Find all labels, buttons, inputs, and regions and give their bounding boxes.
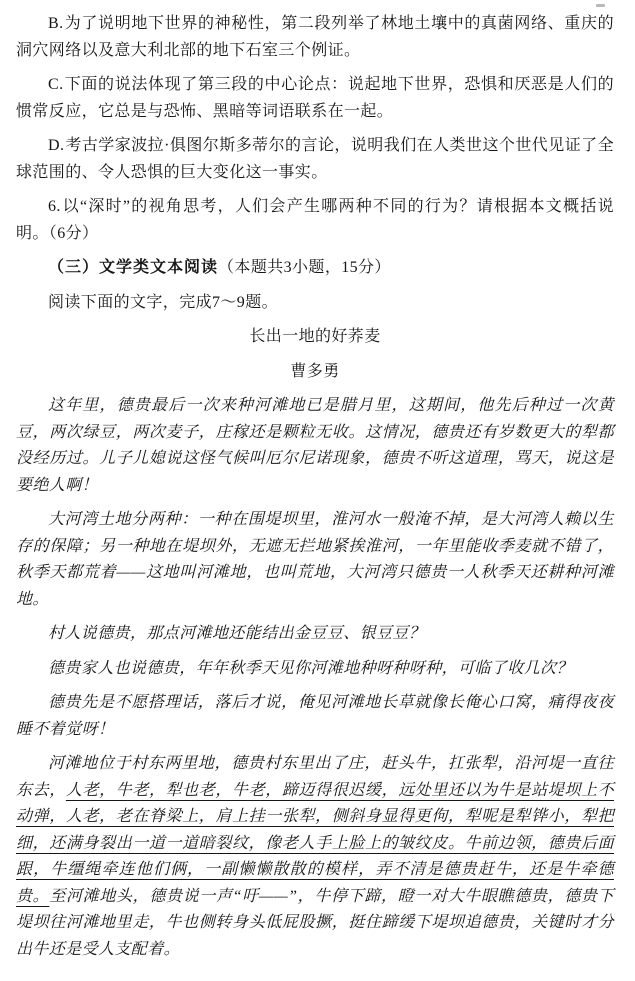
story-paragraph-6	[16, 751, 614, 963]
choice-option-d	[16, 133, 614, 186]
story-paragraph-2: 大河湾土地分两种：一种在围堤坝里，淮河水一般淹不掉，是大河湾人赖以生存的保障；另一种地在堤坝外，无遮无拦地紧挨淮河，一年里能收季麦就不错了，秋季天都荒着——这地叫河滩地，也叫荒地，大河湾只德贵一人秋季天还耕种河滩地。	[16, 511, 614, 608]
story-paragraph-1: 这年里，德贵最后一次来种河滩地已是腊月里，这期间，他先后种过一次黄豆，两次绿豆，两次麦子，庄稼还是颗粒无收。这情况，德贵还有岁数更大的犁都没经历过。儿子儿媳说这怪气候叫厄尔尼诺现象，德贵不听这道理，骂天，说这是要绝人啊！	[16, 397, 614, 494]
passage-title: 长出一地的好荞麦	[249, 328, 381, 345]
option-d-text: 考古学家波拉·俱图尔斯多蒂尔的言论，说明我们在人类世这个世代见证了全球范围的、令人恐惧的巨大变化这一事实。	[16, 137, 614, 181]
section-heading	[16, 255, 614, 282]
scan-artifact-speck	[596, 4, 605, 7]
option-b-text: 为了说明地下世界的神秘性，第二段列举了林地土壤中的真菌网络、重庆的洞穴网络以及意大利北部的地下石室三个例证。	[16, 15, 614, 59]
option-d-label: D.	[48, 137, 65, 154]
story-paragraph-6-tail: 至河滩地头，德贵说一声“吁——”，牛停下蹄，瞪一对大牛眼瞧德贵，德贵下堤坝往河滩地里走，牛也侧转身头低屁股撅，挺住蹄缓下堤坝追德贵，关键时才分出牛还是受人支配着。	[16, 887, 614, 958]
story-paragraph-4: 德贵家人也说德贵，年年秋季天见你河滩地种呀种呀种，可临了收几次？	[48, 659, 573, 677]
story-paragraph-6-underlined-passage: 人老，牛老，犁也老，牛老，蹄迈得很迟缓，远处里还以为牛是站堤坝上不动弹，人老，老在脊梁上，肩上挂一张犁，侧斜身显得更佝，犁呢是犁铧小，犁把细，还满身裂出一道一道暗裂纹，像老人手上脸上的皱纹皮。牛前边领，德贵后面跟，牛缰绳牵连他们俩，一副懒懒散散的模样，弄不清是德贵赶牛，还是牛牵德贵。	[16, 781, 615, 905]
question-6-label: 6.	[48, 198, 61, 215]
question-6-text: 以“深时”的视角思考，人们会产生哪两种不同的行为？请根据本文概括说明。（6分）	[16, 198, 614, 242]
section-heading-points: （本题共3小题，15分）	[218, 259, 391, 276]
story-paragraph-6-lead: 河滩地位于村东两里地，德贵村东里出了庄，赶头牛，扛张犁，沿河堤一直往东去，	[16, 755, 614, 799]
option-c-label: C.	[48, 76, 64, 93]
story-paragraph-3: 村人说德贵，那点河滩地还能结出金豆豆、银豆豆？	[48, 625, 426, 642]
option-c-text: 下面的说法体现了第三段的中心论点：说起地下世界，恐惧和厌恶是人们的惯常反应，它总是与恐怖、黑暗等词语联系在一起。	[16, 76, 614, 120]
passage-author: 曹多勇	[290, 362, 340, 380]
question-6	[16, 194, 614, 247]
option-b-label: B.	[48, 15, 64, 32]
choice-option-c	[16, 72, 614, 125]
reading-instruction: 阅读下面的文字，完成7～9题。	[48, 293, 279, 311]
story-paragraph-5: 德贵先是不愿搭理话，落后才说，俺见河滩地长草就像长俺心口窝，痛得夜夜睡不着觉呀！	[16, 694, 614, 738]
choice-option-b	[16, 11, 614, 64]
section-heading-title: （三）文学类文本阅读	[48, 259, 219, 276]
